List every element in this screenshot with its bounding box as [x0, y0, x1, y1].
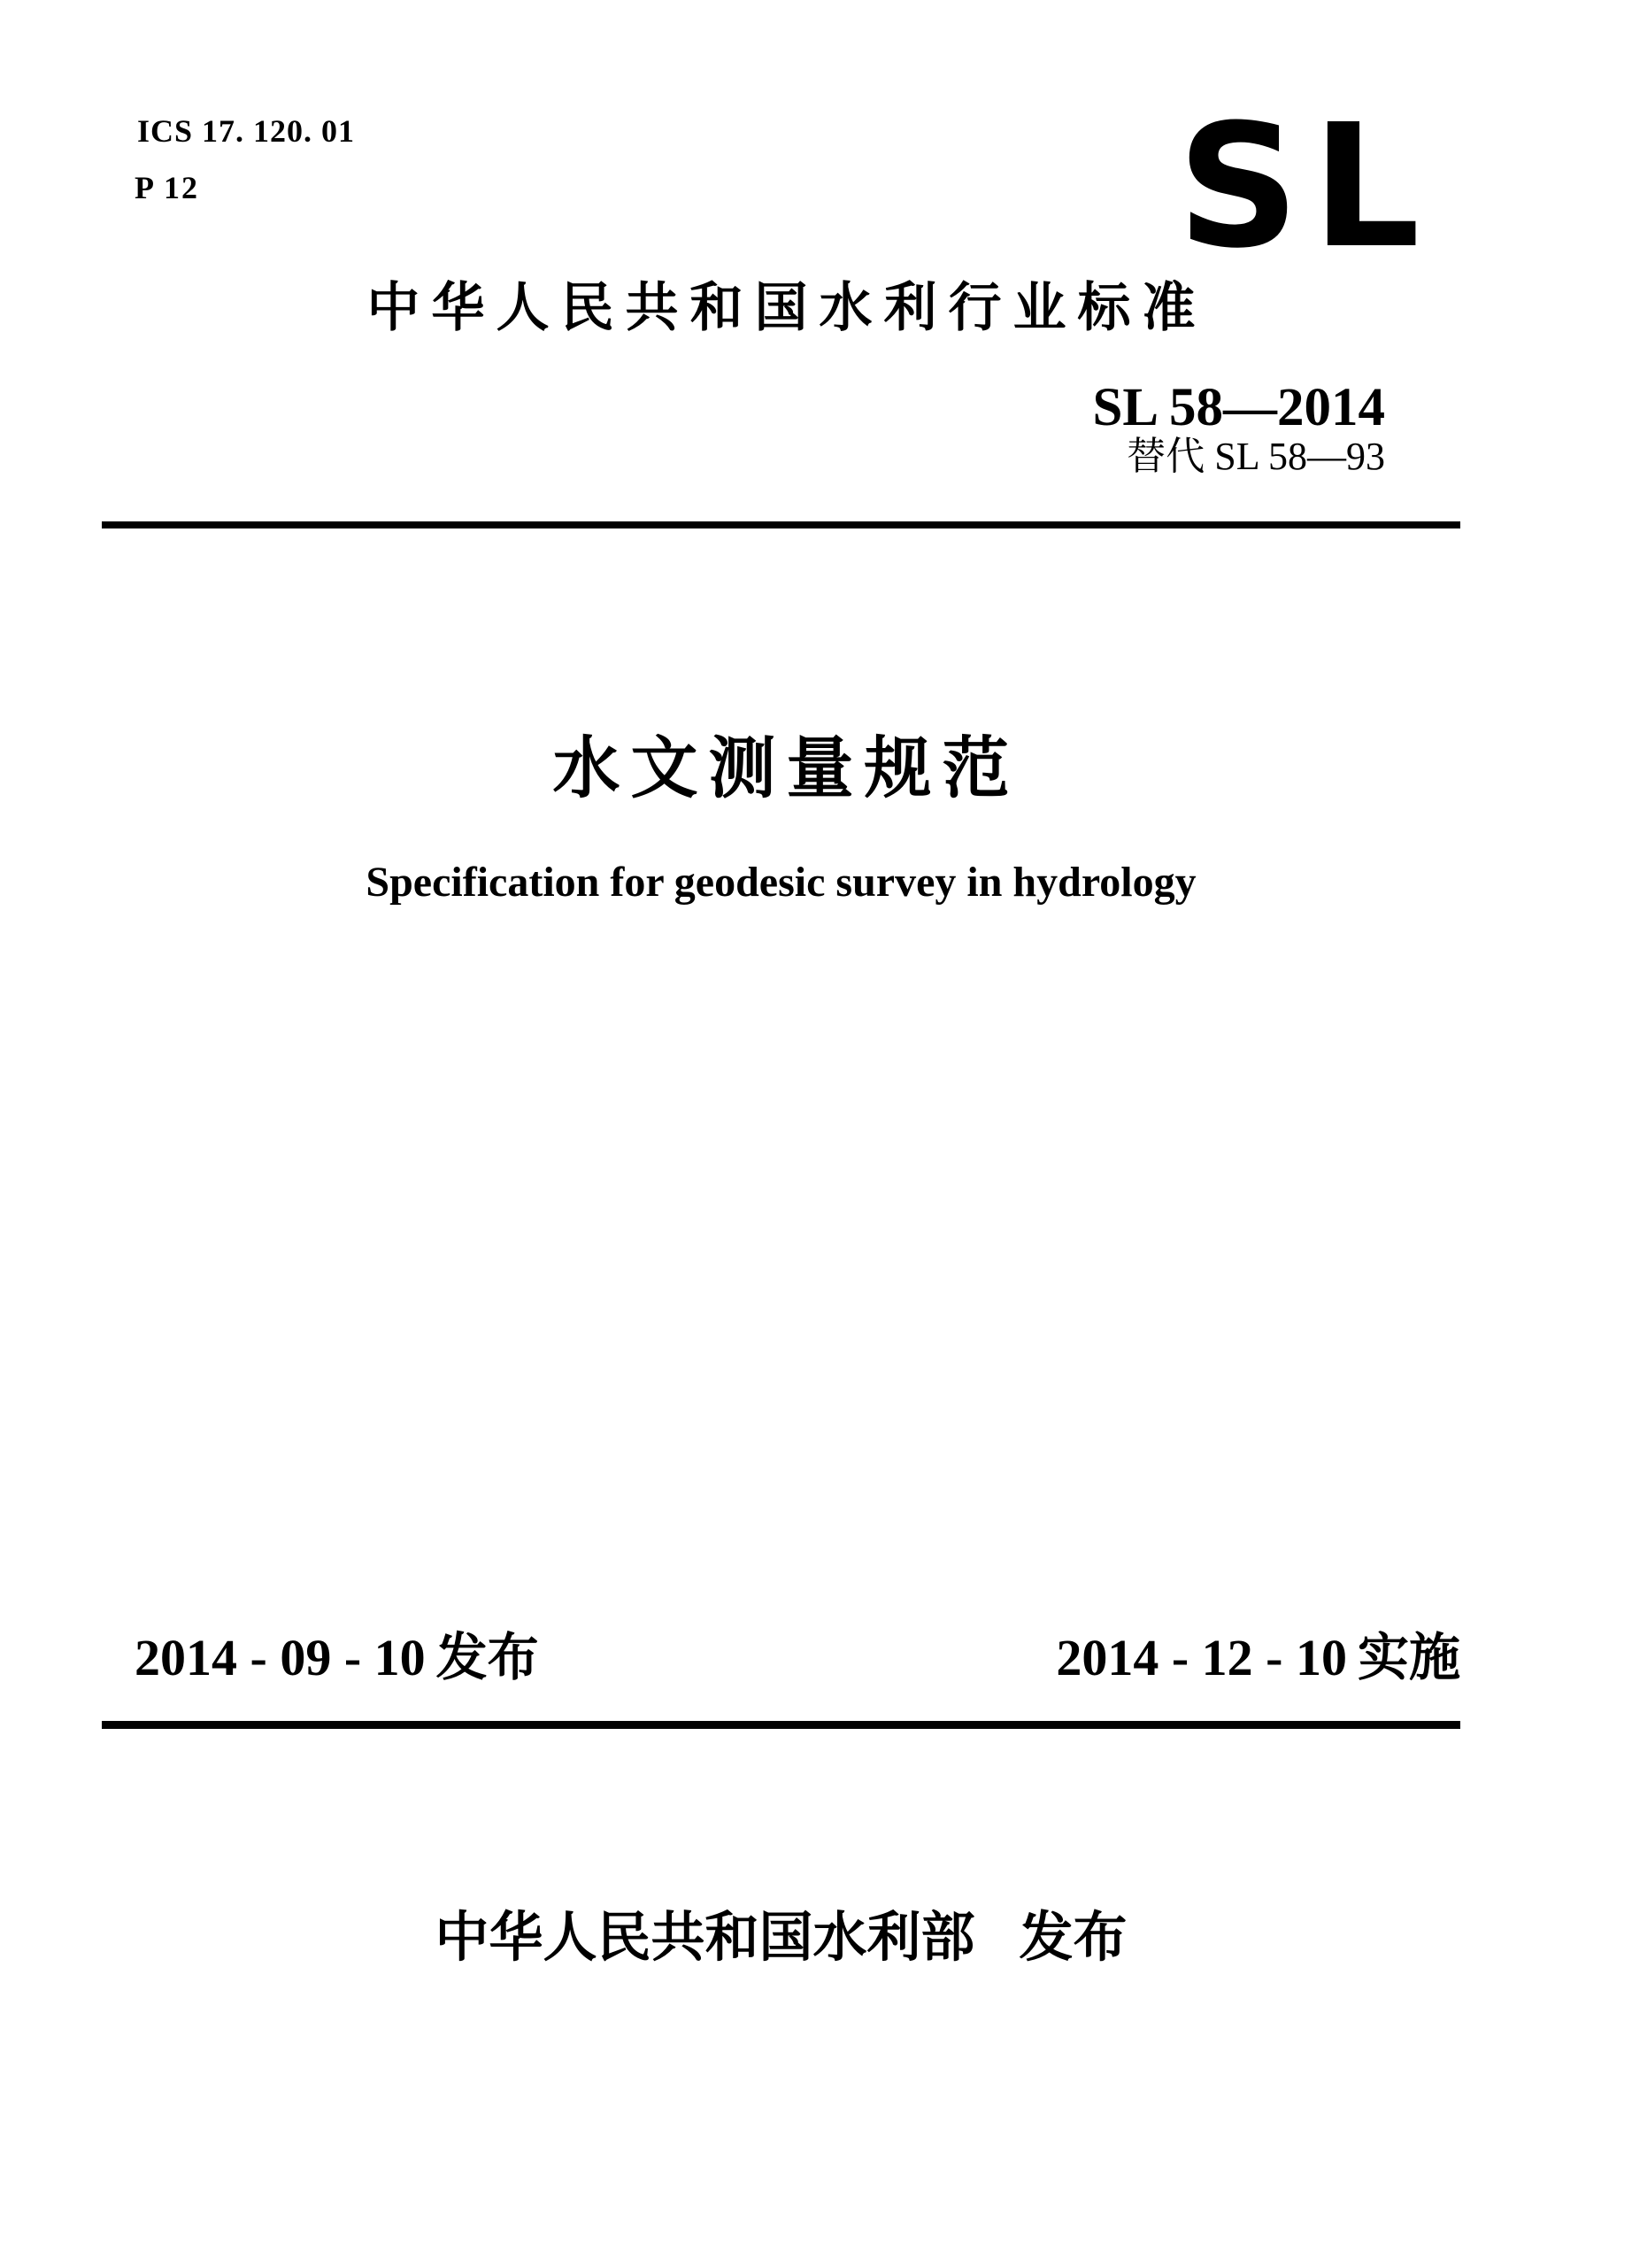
publish-date: 2014 - 09 - 10 — [135, 1629, 426, 1686]
title-chinese: 水文测量规范 — [552, 731, 1020, 806]
bottom-rule — [102, 1721, 1460, 1729]
replaces-note: 替代 SL 58—93 — [1127, 435, 1385, 478]
sl-logo: SL — [1177, 89, 1433, 286]
ics-code: ICS 17. 120. 01 — [137, 113, 356, 149]
publisher-line — [102, 1907, 1460, 1967]
publish-date-line — [135, 1629, 539, 1686]
implement-date-line — [1056, 1629, 1460, 1686]
standard-number: SL 58—2014 — [1092, 378, 1385, 437]
title-english: Specification for geodesic survey in hydrology — [366, 859, 1197, 906]
publish-date-label: 发布 — [435, 1629, 539, 1686]
publisher-action-label: 发布 — [1019, 1907, 1128, 1967]
classification-code: P 12 — [135, 170, 200, 205]
publisher-name: 中华人民共和国水利部 — [435, 1907, 975, 1967]
implement-date: 2014 - 12 - 10 — [1056, 1629, 1347, 1686]
implement-date-label: 实施 — [1357, 1629, 1460, 1686]
top-rule — [102, 521, 1460, 528]
standard-type-heading: 中华人民共和国水利行业标准 — [366, 278, 1207, 337]
